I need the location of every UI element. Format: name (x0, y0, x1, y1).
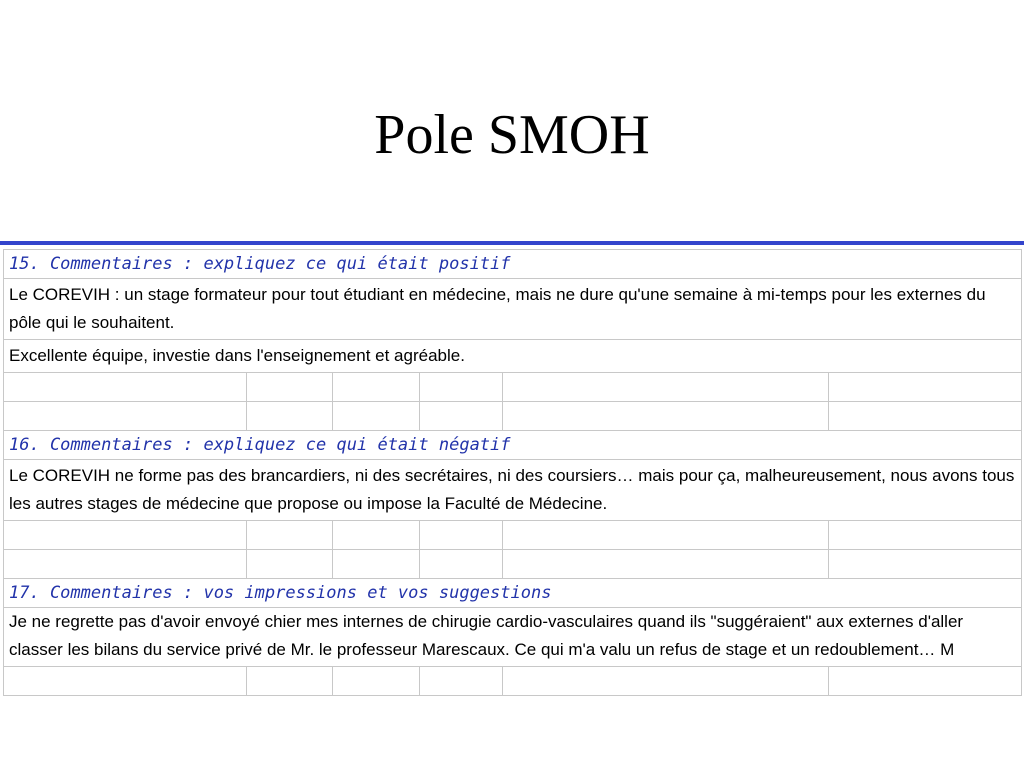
section-15-answer-2: Excellente équipe, investie dans l'enseignement et agréable. (4, 340, 1022, 373)
empty-cell (829, 402, 1022, 431)
empty-cell (829, 373, 1022, 402)
section-15-answer-1: Le COREVIH : un stage formateur pour tout étudiant en médecine, mais ne dure qu'une semaine à mi-temps pour les externes du pôle qui le souhaitent. (4, 279, 1022, 340)
slide-title: Pole SMOH (374, 104, 650, 166)
section-15-header-row (4, 250, 1022, 279)
empty-cell (4, 521, 247, 550)
empty-row (4, 402, 1022, 431)
empty-cell (419, 521, 502, 550)
empty-row (4, 521, 1022, 550)
section-16-answer-row (4, 460, 1022, 521)
section-15-header: 15. Commentaires : expliquez ce qui était positif (4, 250, 1022, 279)
empty-cell (247, 373, 333, 402)
empty-cell (419, 402, 502, 431)
empty-cell (333, 550, 419, 579)
empty-cell (333, 402, 419, 431)
empty-row (4, 550, 1022, 579)
top-rule (0, 241, 1024, 245)
empty-cell (502, 521, 828, 550)
section-16-header: 16. Commentaires : expliquez ce qui était négatif (4, 431, 1022, 460)
empty-cell (829, 521, 1022, 550)
empty-cell (419, 373, 502, 402)
empty-cell (4, 550, 247, 579)
section-17-answer-1: Je ne regrette pas d'avoir envoyé chier mes internes de chirugie cardio-vasculaires quand ils "suggéraient" aux externes d'aller classer les bilans du service privé de Mr. le professeur Marescaux. Ce qui m'a valu un refus de stage et un redoublement… M (4, 608, 1022, 667)
empty-cell (829, 667, 1022, 696)
empty-cell (502, 402, 828, 431)
empty-cell (247, 550, 333, 579)
section-15-answer-row (4, 279, 1022, 340)
section-17-header: 17. Commentaires : vos impressions et vos suggestions (4, 579, 1022, 608)
empty-cell (4, 373, 247, 402)
empty-cell (247, 402, 333, 431)
section-16-header-row (4, 431, 1022, 460)
empty-cell (419, 550, 502, 579)
empty-cell (4, 667, 247, 696)
empty-row (4, 373, 1022, 402)
empty-cell (502, 373, 828, 402)
section-16-answer-1: Le COREVIH ne forme pas des brancardiers, ni des secrétaires, ni des coursiers… mais pour ça, malheureusement, nous avons tous les autres stages de médecine que propose ou impose la Faculté de Médecine. (4, 460, 1022, 521)
section-15-answer-row (4, 340, 1022, 373)
empty-cell (333, 521, 419, 550)
empty-cell (829, 550, 1022, 579)
empty-cell (4, 402, 247, 431)
empty-cell (419, 667, 502, 696)
comments-table (3, 249, 1022, 696)
empty-cell (247, 521, 333, 550)
empty-cell (247, 667, 333, 696)
section-17-header-row (4, 579, 1022, 608)
empty-cell (502, 667, 828, 696)
empty-cell (502, 550, 828, 579)
empty-row (4, 667, 1022, 696)
empty-cell (333, 373, 419, 402)
section-17-answer-row (4, 608, 1022, 667)
empty-cell (333, 667, 419, 696)
